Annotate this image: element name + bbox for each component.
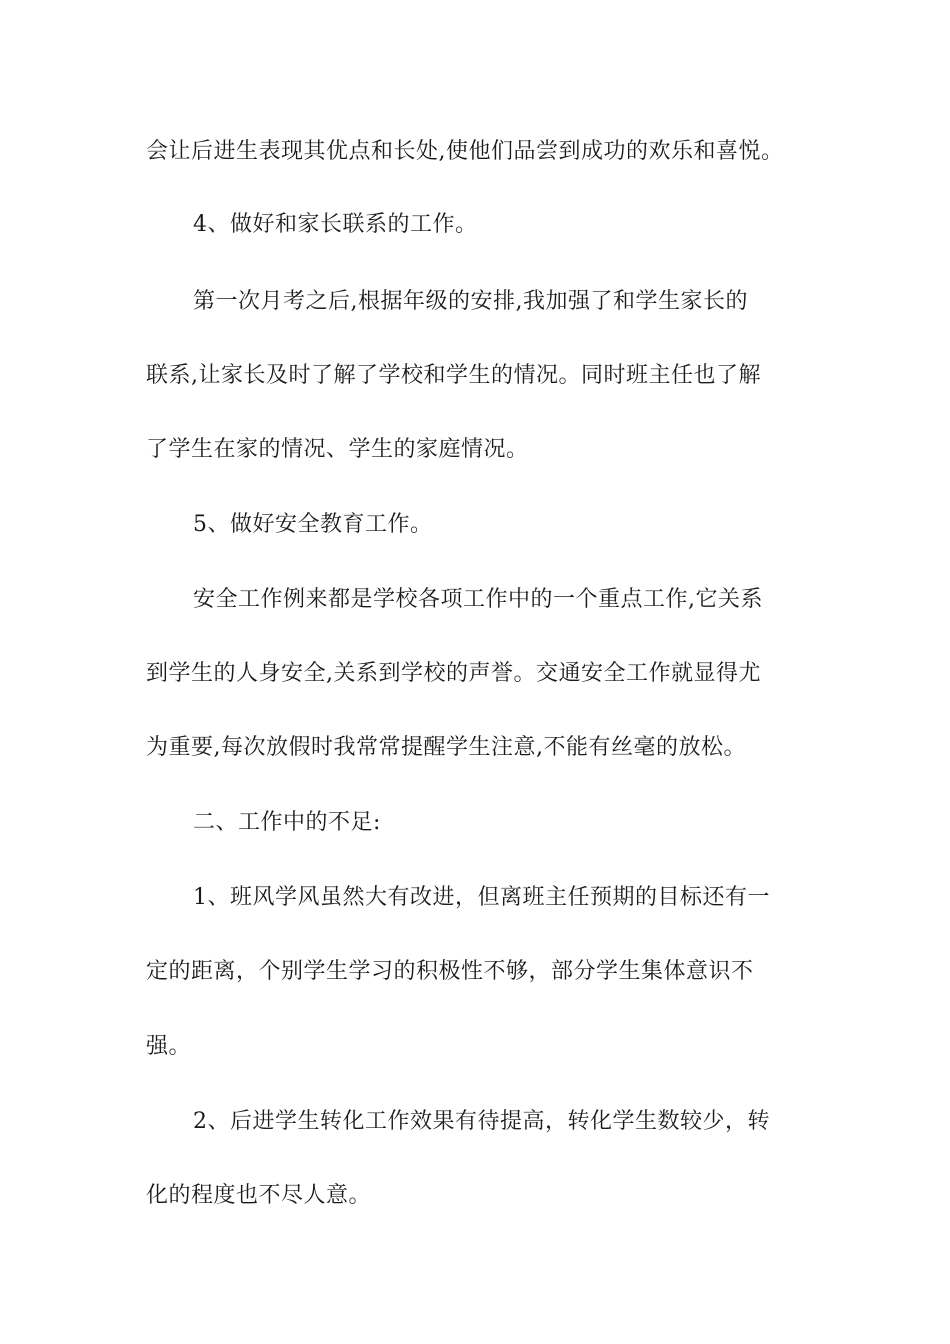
paragraph-line: 化的程度也不尽人意。 xyxy=(146,1183,372,1208)
paragraph-line: 1、班风学风虽然大有改进，但离班主任预期的目标还有一 xyxy=(193,885,770,910)
section-heading: 5、做好安全教育工作。 xyxy=(193,512,433,537)
paragraph-line: 为重要,每次放假时我常常提醒学生注意,不能有丝毫的放松。 xyxy=(146,735,746,760)
paragraph-line: 联系,让家长及时了解了学校和学生的情况。同时班主任也了解 xyxy=(146,363,761,388)
section-heading: 二、工作中的不足: xyxy=(193,810,381,835)
paragraph-line: 了学生在家的情况、学生的家庭情况。 xyxy=(146,437,529,462)
paragraph-line: 第一次月考之后,根据年级的安排,我加强了和学生家长的 xyxy=(193,289,748,314)
paragraph-line: 安全工作例来都是学校各项工作中的一个重点工作,它关系 xyxy=(193,587,763,612)
paragraph-line: 会让后进生表现其优点和长处,使他们品尝到成功的欢乐和喜悦。 xyxy=(146,139,784,164)
paragraph-line: 到学生的人身安全,关系到学校的声誉。交通安全工作就显得尤 xyxy=(146,661,761,686)
paragraph-line: 2、后进学生转化工作效果有待提高，转化学生数较少，转 xyxy=(193,1109,770,1134)
paragraph-line: 强。 xyxy=(146,1034,192,1059)
paragraph-line: 定的距离，个别学生学习的积极性不够，部分学生集体意识不 xyxy=(146,959,754,984)
section-heading: 4、做好和家长联系的工作。 xyxy=(193,212,478,237)
